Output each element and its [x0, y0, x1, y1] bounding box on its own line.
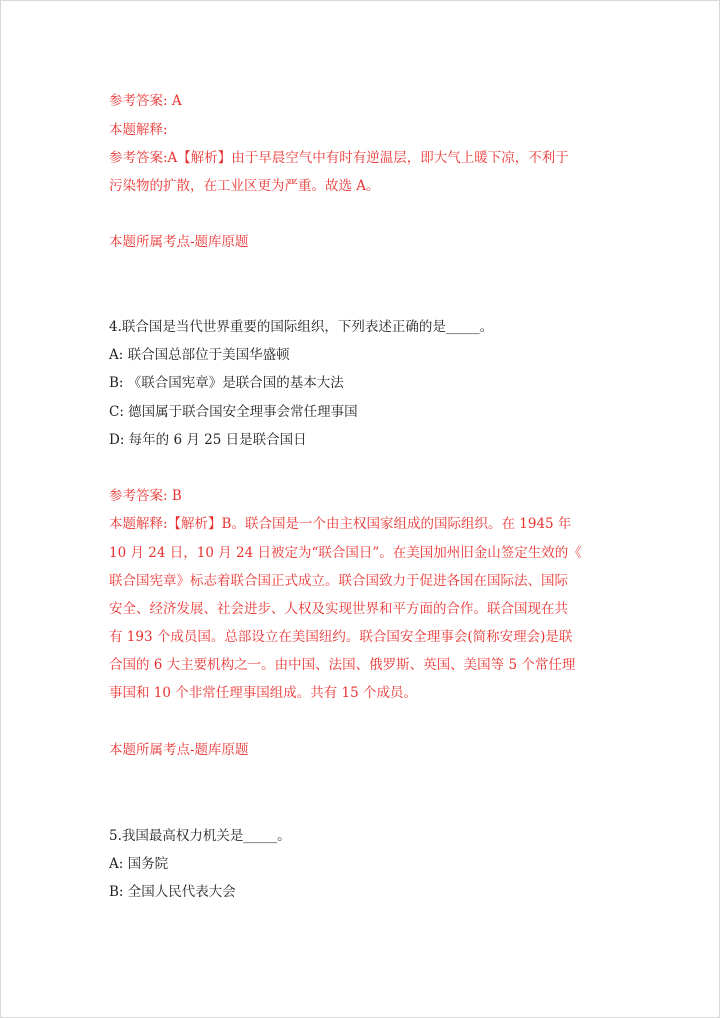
q5-option-b: B: 全国人民代表大会	[109, 884, 236, 900]
q4-explain-line-1: 本题解释:【解析】B。联合国是一个由主权国家组成的国际组织。在 1945 年	[109, 516, 572, 532]
q4-question: 4.联合国是当代世界重要的国际组织，下列表述正确的是_____。	[109, 319, 494, 335]
q4-explain-line-7: 事国和 10 个非常任理事国组成。共有 15 个成员。	[109, 685, 418, 701]
q3-answer: 参考答案: A	[109, 93, 182, 109]
q4-explain-line-5: 有 193 个成员国。总部设立在美国纽约。联合国安全理事会(简称安理会)是联	[109, 629, 573, 645]
q4-answer: 参考答案: B	[109, 488, 182, 504]
q3-explain-label: 本题解释:	[109, 122, 168, 138]
q5-question: 5.我国最高权力机关是_____。	[109, 828, 291, 844]
q3-explain-line-1: 参考答案:A【解析】由于早晨空气中有时有逆温层，即大气上暖下凉，不利于	[109, 150, 569, 166]
q4-option-b: B: 《联合国宪章》是联合国的基本大法	[109, 375, 344, 391]
q4-explain-line-3: 联合国宪章》标志着联合国正式成立。联合国致力于促进各国在国际法、国际	[109, 573, 568, 589]
q4-explain-line-4: 安全、经济发展、社会进步、人权及实现世界和平方面的合作。联合国现在共	[109, 601, 568, 617]
q5-option-a: A: 国务院	[109, 856, 169, 872]
q4-option-d: D: 每年的 6 月 25 日是联合国日	[109, 432, 307, 448]
q4-explain-line-6: 合国的 6 大主要机构之一。由中国、法国、俄罗斯、英国、美国等 5 个常任理	[109, 657, 576, 673]
q4-option-a: A: 联合国总部位于美国华盛顿	[109, 347, 290, 363]
q4-option-c: C: 德国属于联合国安全理事会常任理事国	[109, 404, 358, 420]
q4-source: 本题所属考点-题库原题	[109, 742, 249, 758]
q3-explain-line-2: 污染物的扩散，在工业区更为严重。故选 A。	[109, 178, 380, 194]
q4-explain-line-2: 10 月 24 日，10 月 24 日被定为“联合国日”。在美国加州旧金山签定生效的《	[109, 545, 582, 561]
q3-source: 本题所属考点-题库原题	[109, 234, 249, 250]
